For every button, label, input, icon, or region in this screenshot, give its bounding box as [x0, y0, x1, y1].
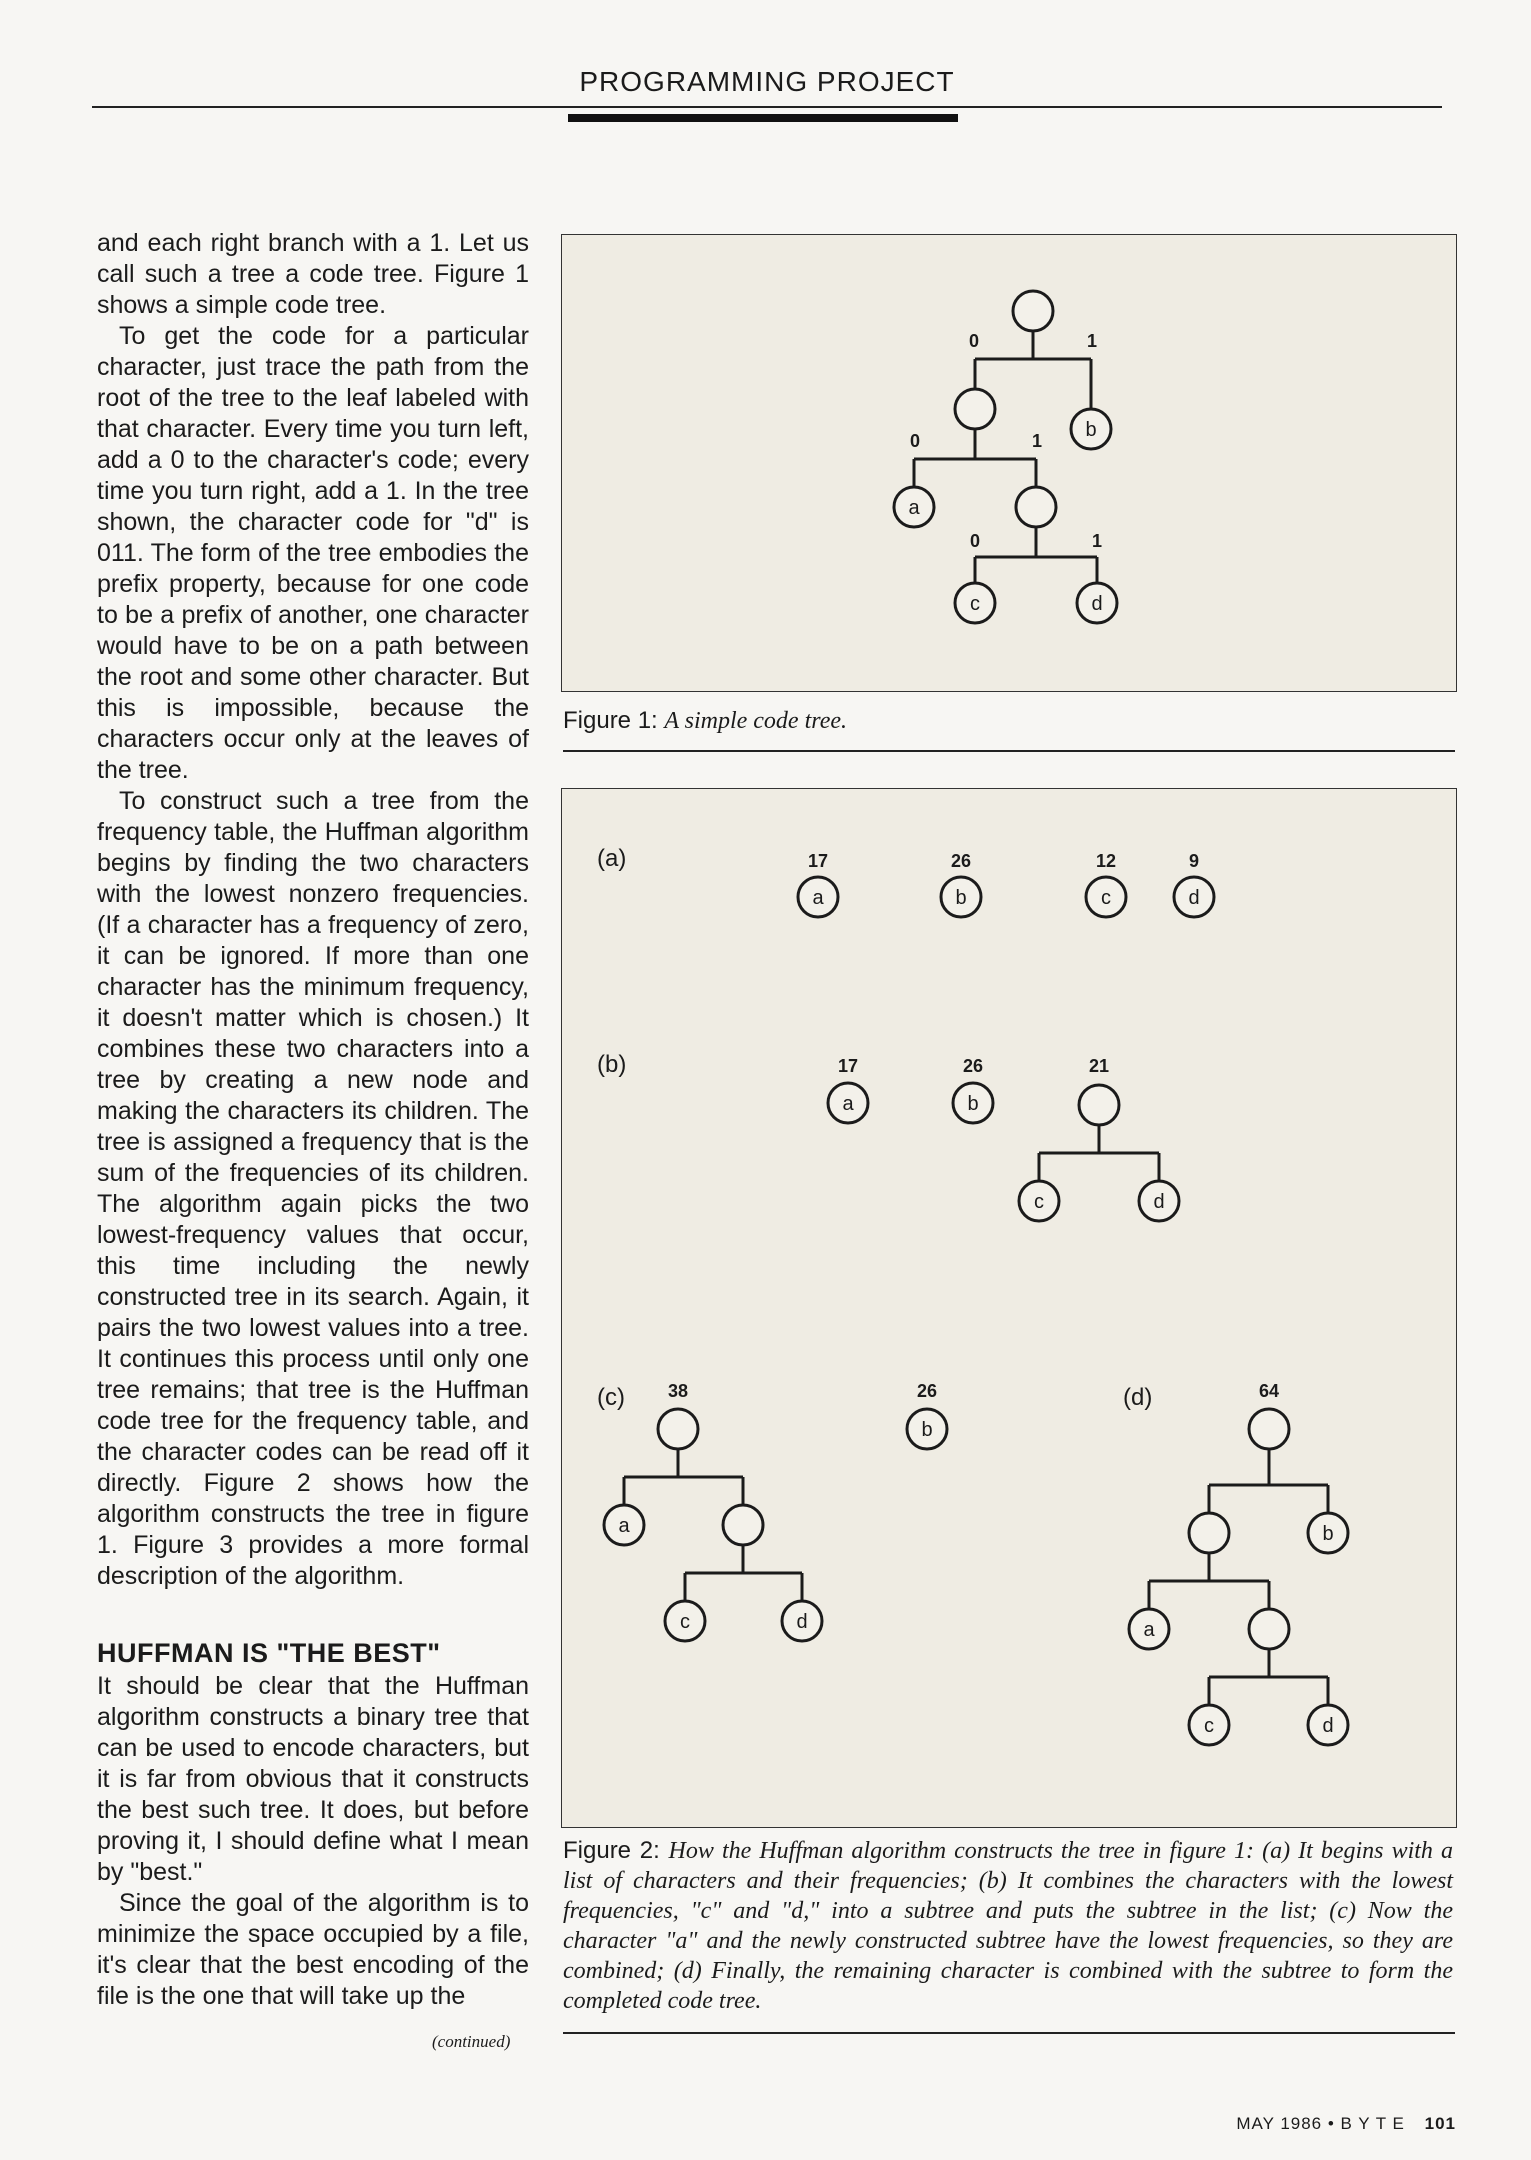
char-label: a — [1143, 1619, 1155, 1641]
char-label: c — [1034, 1191, 1044, 1213]
char-label: b — [955, 887, 967, 909]
branch-label: 0 — [968, 331, 980, 351]
paragraph: To construct such a tree from the frequency table, the Huffman algorithm begins by finding the two characters with the lowest nonzero frequencies. (If a character has a frequency of zero, it can be ignored. If more than one character has the minimum frequency, it doesn't matter which is chosen.) It combines these two characters into a tree by creating a new node and making the characters its children. The tree is assigned a frequency that is the sum of the frequencies of its children. The algorithm again picks the two lowest-frequency values that occur, this time including the newly constructed tree in its search. Again, it pairs the two lowest values into a tree. It continues this process until only one tree remains; that tree is the Huffman code tree for the frequency table, and the character codes can be read off it directly. Figure 2 shows how the algorithm constructs the tree in figure 1. Figure 3 provides a more formal description of the algorithm. — [97, 787, 529, 1590]
frequency-label: 21 — [1088, 1056, 1110, 1076]
running-head: PROGRAMMING PROJECT — [579, 66, 955, 97]
header-bar — [568, 114, 958, 122]
figure-1 — [561, 234, 1457, 692]
leaf-label: a — [908, 497, 920, 519]
char-label: a — [618, 1515, 630, 1537]
caption-label: Figure 2: — [563, 1837, 660, 1864]
panel-label: (d) — [1123, 1384, 1153, 1411]
issue-line: MAY 1986 • B Y T E — [1236, 2114, 1405, 2133]
char-label: c — [1101, 887, 1111, 909]
figure-2-rule — [563, 2032, 1455, 2034]
section-heading: HUFFMAN IS "THE BEST" — [97, 1638, 441, 1668]
frequency-label: 26 — [916, 1381, 938, 1401]
char-label: c — [1204, 1715, 1214, 1737]
char-label: a — [842, 1093, 854, 1115]
figure-2-diagram — [562, 789, 1456, 1827]
page-header — [92, 66, 1442, 106]
caption-text: How the Huffman algorithm constructs the tree in figure 1: (a) It begins with a list of characters and their frequencies; (b) It combines the characters with the lowest frequencies, "c" and "d," into a subtree and puts the subtree in the list; (c) Now the character "a" and the newly constructed subtree have the lowest frequencies, so they are combined; (d) Finally, the remaining character is combined with the subtree to form the completed code tree. — [563, 1838, 1453, 2014]
char-label: c — [680, 1611, 690, 1633]
caption-text: A simple code tree. — [664, 708, 848, 734]
figure-1-tree — [562, 235, 1456, 691]
paragraph: and each right branch with a 1. Let us call such a tree a code tree. Figure 1 shows a simple code tree. — [97, 229, 529, 319]
char-label: d — [1153, 1191, 1165, 1213]
char-label: b — [967, 1093, 979, 1115]
header-rule — [92, 106, 1442, 108]
figure-1-rule — [563, 750, 1455, 752]
branch-label: 0 — [909, 431, 921, 451]
continued-note: (continued) — [432, 2032, 511, 2051]
page-footer — [1236, 2114, 1456, 2134]
char-label: d — [1188, 887, 1200, 909]
figure-1-caption — [563, 706, 1453, 736]
char-label: d — [796, 1611, 808, 1633]
frequency-label: 17 — [837, 1056, 859, 1076]
branch-label: 1 — [1031, 431, 1043, 451]
page-number: 101 — [1424, 2114, 1456, 2133]
paragraph: Since the goal of the algorithm is to minimize the space occupied by a file, it's clear that the best encoding of the file is the one that will take up the — [97, 1889, 529, 2010]
figure-2 — [561, 788, 1457, 1828]
frequency-label: 64 — [1258, 1381, 1280, 1401]
paragraph: It should be clear that the Huffman algorithm constructs a binary tree that can be used to encode characters, but it is far from obvious that it constructs the best such tree. It does, but before proving it, I should define what I mean by "best." — [97, 1672, 529, 1886]
panel-label: (b) — [597, 1051, 627, 1078]
branch-label: 0 — [969, 531, 981, 551]
char-label: d — [1322, 1715, 1334, 1737]
panel-label: (c) — [597, 1384, 625, 1411]
branch-label: 1 — [1091, 531, 1103, 551]
caption-label: Figure 1: — [563, 707, 658, 734]
figure-2-caption — [563, 1836, 1453, 2016]
frequency-label: 26 — [950, 851, 972, 871]
frequency-label: 12 — [1095, 851, 1117, 871]
char-label: a — [812, 887, 824, 909]
paragraph: To get the code for a particular character, just trace the path from the root of the tree to the leaf labeled with that character. Every time you turn left, add a 0 to the character's code; every time you turn right, add a 1. In the tree shown, the character code for "d" is 011. The form of the tree embodies the prefix property, because for one code to be a prefix of another, one character would have to be on a path between the root and some other character. But this is impossible, because the characters occur only at the leaves of the tree. — [97, 322, 529, 784]
frequency-label: 9 — [1188, 851, 1200, 871]
leaf-label: c — [970, 593, 980, 615]
char-label: b — [1322, 1523, 1334, 1545]
branch-label: 1 — [1086, 331, 1098, 351]
char-label: b — [921, 1419, 933, 1441]
panel-label: (a) — [597, 845, 627, 872]
frequency-label: 17 — [807, 851, 829, 871]
frequency-label: 26 — [962, 1056, 984, 1076]
leaf-label: b — [1085, 419, 1097, 441]
article-column — [97, 228, 529, 2012]
frequency-label: 38 — [667, 1381, 689, 1401]
leaf-label: d — [1091, 593, 1103, 615]
